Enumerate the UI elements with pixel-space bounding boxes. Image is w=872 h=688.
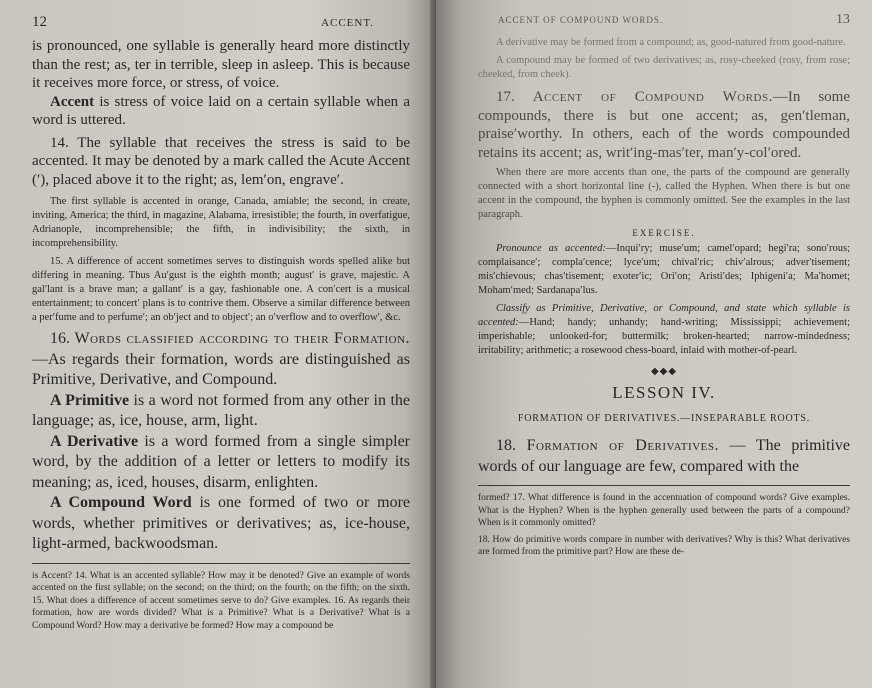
accent-definition-text: is stress of voice laid on a certain syllable when a word is uttered. bbox=[32, 93, 410, 128]
section-16 bbox=[32, 329, 410, 391]
section-18-text: — The primitive words of our language are few, compared with the bbox=[478, 437, 850, 475]
left-running-title: ACCENT. bbox=[321, 17, 374, 29]
compound-definition bbox=[32, 493, 410, 555]
compound-term: A Compound Word bbox=[50, 494, 192, 511]
exercise-classify bbox=[478, 302, 850, 358]
exercise-pronounce bbox=[478, 242, 850, 298]
primitive-definition-text: is a word not formed from any other in the language; as, ice, house, arm, light. bbox=[32, 391, 410, 429]
derivative-definition-text: is a word formed from a single simpler word, by the addition of a letter or letters to modify its meaning; as, iced, houses, disarm, enlighten. bbox=[32, 432, 411, 491]
section-17-note: When there are more accents than one, the parts of the compound are generally connected with a short horizontal line (-), called the Hyphen. When there is but one accent in the compound, the hyphen is commonly omitted. See the examples in the last paragraph. bbox=[478, 167, 850, 220]
intro-paragraph: is pronounced, one syllable is generally heard more distinctly than the rest; as, ter in terrible, sleep in asleep. This is because it receives more force, or stress, of voice. bbox=[32, 38, 410, 91]
section-17 bbox=[478, 88, 850, 162]
accent-term: Accent bbox=[50, 93, 95, 110]
left-footnote-rule bbox=[32, 563, 410, 564]
compound-of-derivatives-note: A compound may be formed of two derivatives; as, rosy-cheeked (rosy, from rose; cheeked, from cheek). bbox=[478, 55, 850, 80]
right-footnote-2: 18. How do primitive words compare in number with derivatives? Why is this? What derivatives are formed from the primitive part? How are these de- bbox=[478, 534, 850, 557]
exercise-classify-text: —Hand; handy; unhandy; hand-writing; Mississippi; achievement; imperishable; unlooked-for; buttermilk; broken-hearted; narrow-mindedness; irritability; arithmetic; a rosewood chess-board, inlaid with mother-of-pearl. bbox=[478, 317, 850, 356]
right-page bbox=[436, 0, 872, 688]
section-16-title: Words classified according to their Formation. bbox=[74, 330, 411, 347]
section-18 bbox=[478, 436, 850, 477]
section-ornament: ◆◆◆ bbox=[650, 366, 678, 377]
derivative-from-compound-note: A derivative may be formed from a compound; as, good-natured from good-nature. bbox=[496, 37, 846, 48]
section-16-text: —As regards their formation, words are distinguished as Primitive, Derivative, and Compound. bbox=[32, 350, 410, 388]
section-14-note: The first syllable is accented in orange, Canada, amiable; the second, in create, inviting, America; the third, in magazine, Alabama, irresistible; the fourth, in overfatigue, Adrianople, incomprehensible; the fifth, in indivisibility; the sixth, in incomprehensibility. bbox=[32, 196, 410, 249]
compound-definition-text: is one formed of two or more words, whether primitives or derivatives; as, ice-house, light-armed, backwoodsman. bbox=[32, 494, 410, 552]
exercise-pronounce-text: —Inqui′ry; muse′um; camel′opard; hegi′ra; sono′rous; complaisance′; compla′cence; lyce′um; chival′ric; chiv′alrous; adver′tisement; mis′chievous; chas′tisement; exoter′ic; Ori′on; Aristi′des; Iphigeni′a; Ma′homet; Moham′med; Sardanapa′lus. bbox=[478, 243, 850, 296]
section-16-number: 16. bbox=[50, 330, 70, 347]
right-footnote-rule bbox=[478, 485, 850, 486]
accent-definition bbox=[32, 93, 410, 130]
section-14-text: The syllable that receives the stress is said to be accented. It may be denoted by a mark called the Acute Accent (′), placed above it to the right; as, lem′on, engrave′. bbox=[32, 134, 410, 188]
derivative-definition bbox=[32, 432, 410, 494]
section-18-number: 18. bbox=[496, 437, 516, 454]
right-footnote-1: formed? 17. What difference is found in the accentuation of compound words? Give examples. What is the Hyphen? When is the hyphen generally used between the parts of a compound? When is it commonly omitted? bbox=[478, 493, 850, 528]
left-footnote: is Accent? 14. What is an accented syllable? How may it be denoted? Give an example of words accented on the first syllable; on the second; on the third; on the fourth; on the fifth; on the sixth. 15. What does a difference of accent sometimes serve to do? Give examples. 16. As regards their formation, how are words divided? What is a Primitive? What is a Derivative? What is a Compound Word? How may a derivative be formed? How may a compound be bbox=[32, 570, 410, 631]
section-14 bbox=[32, 134, 410, 190]
left-page-number: 12 bbox=[32, 14, 47, 30]
exercise-heading: EXERCISE. bbox=[632, 228, 696, 238]
section-18-title: Formation of Derivatives. bbox=[526, 437, 719, 454]
lesson-subtitle: FORMATION OF DERIVATIVES.—INSEPARABLE ROOTS. bbox=[517, 413, 811, 424]
section-17-title: Accent of Compound Words. bbox=[532, 89, 773, 105]
exercise-classify-label: Classify as Primitive, Derivative, or Compound, and state which syllable is accented: bbox=[478, 303, 850, 328]
right-running-title: ACCENT OF COMPOUND WORDS. bbox=[498, 15, 664, 25]
derivative-term: A Derivative bbox=[50, 432, 139, 450]
section-15: 15. A difference of accent sometimes serves to distinguish words spelled alike but differing in meaning. Thus Au′gust is the eighth month; august′ is grave, majestic. A gal′lant is a brave man; a gallant′ is a gay, fashionable one. A con′cert is a musical entertainment; to concert′ plans is to contrive them. Observe a similar difference between a per′fume and to perfume′; an ob′ject and to object′; an o′verflow and to overflow′, &c. bbox=[32, 256, 410, 323]
primitive-term: A Primitive bbox=[50, 391, 130, 409]
primitive-definition bbox=[32, 391, 410, 432]
lesson-title: LESSON IV. bbox=[612, 383, 716, 402]
section-14-number: 14. bbox=[50, 134, 69, 151]
exercise-pronounce-label: Pronounce as accented: bbox=[496, 243, 606, 254]
left-running-head bbox=[32, 14, 410, 31]
right-running-head bbox=[478, 12, 850, 28]
right-page-number: 13 bbox=[836, 12, 850, 27]
section-17-text: —In some compounds, there is but one accent; as, gen′tleman, praise′worthy. In others, each of the words compounded retains its accent; as, writ′ing-mas′ter, man′y-col′ored. bbox=[478, 89, 850, 161]
section-17-number: 17. bbox=[496, 89, 515, 105]
